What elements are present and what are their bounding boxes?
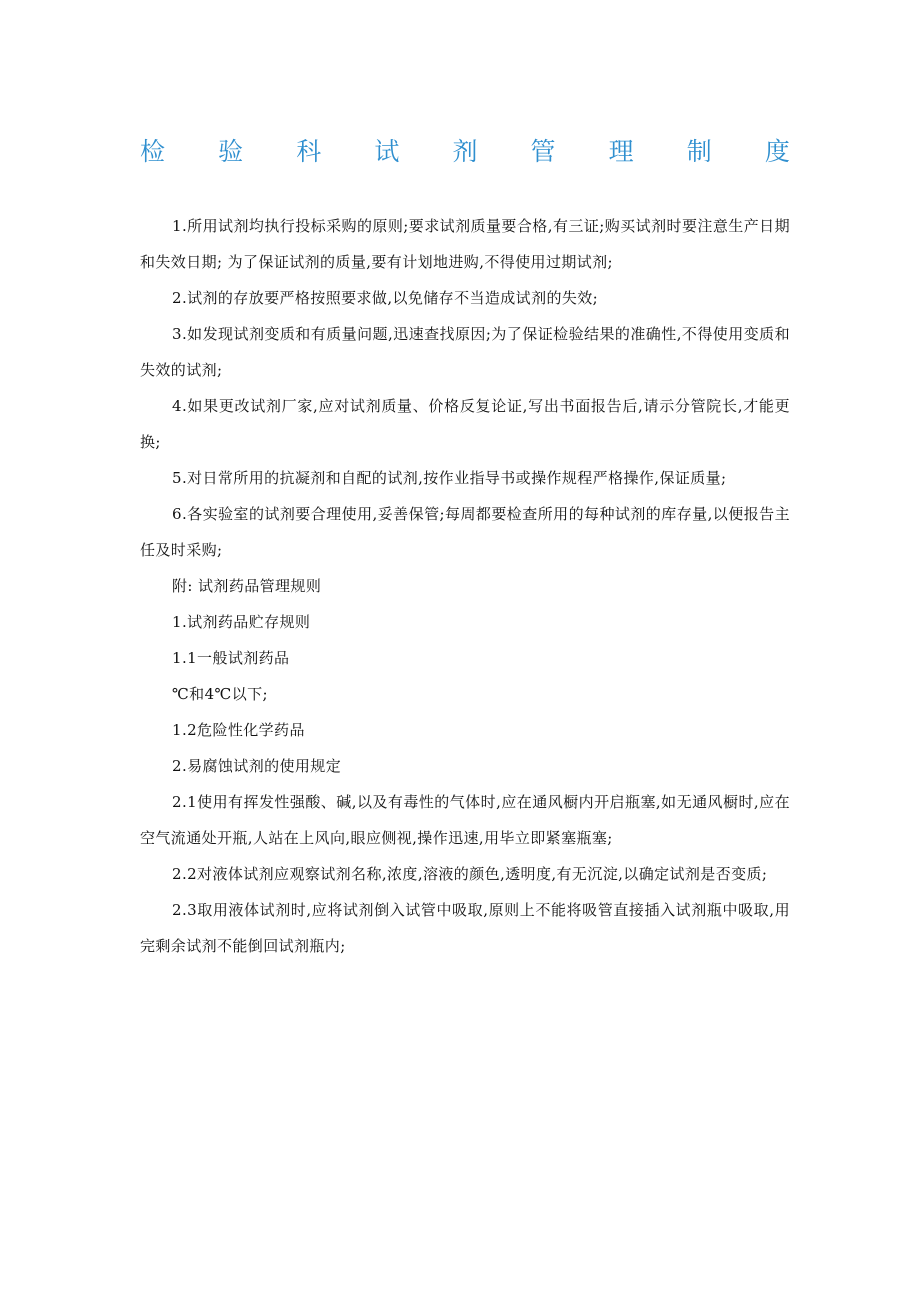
paragraph-rule-6: 6.各实验室的试剂要合理使用,妥善保管;每周都要检查所用的每种试剂的库存量,以便报告主任及时采购; — [140, 505, 790, 559]
title-char: 理 — [608, 137, 634, 166]
paragraph-rule-2-2: 2.2对液体试剂应观察试剂名称,浓度,溶液的颜色,透明度,有无沉淀,以确定试剂是否变质; — [172, 865, 768, 883]
title-char: 管 — [530, 137, 556, 166]
section-heading-corrosive: 2.易腐蚀试剂的使用规定 — [172, 757, 342, 775]
title-char: 科 — [296, 137, 322, 166]
paragraph-rule-3: 3.如发现试剂变质和有质量问题,迅速查找原因;为了保证检验结果的准确性,不得使用变质和失效的试剂; — [140, 325, 790, 379]
paragraph-rule-2-1: 2.1使用有挥发性强酸、碱,以及有毒性的气体时,应在通风橱内开启瓶塞,如无通风橱时,应在空气流通处开瓶,人站在上风向,眼应侧视,操作迅速,用毕立即紧塞瓶塞; — [140, 793, 790, 847]
paragraph-rule-4: 4.如果更改试剂厂家,应对试剂质量、价格反复论证,写出书面报告后,请示分管院长,才能更换; — [140, 397, 790, 451]
subsection-heading-general: 1.1一般试剂药品 — [172, 649, 290, 667]
title-char: 制 — [686, 137, 712, 166]
title-char: 试 — [374, 137, 400, 166]
paragraph-rule-2-3: 2.3取用液体试剂时,应将试剂倒入试管中吸取,原则上不能将吸管直接插入试剂瓶中吸取,用完剩余试剂不能倒回试剂瓶内; — [140, 901, 790, 955]
paragraph-rule-5: 5.对日常所用的抗凝剂和自配的试剂,按作业指导书或操作规程严格操作,保证质量; — [172, 469, 727, 487]
subsection-heading-hazardous: 1.2危险性化学药品 — [172, 721, 305, 739]
title-char: 剂 — [452, 137, 478, 166]
appendix-heading: 附: 试剂药品管理规则 — [172, 577, 322, 595]
section-heading-storage: 1.试剂药品贮存规则 — [172, 613, 311, 631]
paragraph-temperature: ℃和4℃以下; — [172, 685, 268, 703]
paragraph-rule-1: 1.所用试剂均执行投标采购的原则;要求试剂质量要合格,有三证;购买试剂时要注意生产日期和失效日期; 为了保证试剂的质量,要有计划地进购,不得使用过期试剂; — [140, 217, 790, 271]
title-char: 检 — [140, 137, 166, 166]
title-char: 度 — [764, 137, 790, 166]
document-body — [140, 208, 790, 964]
document-title — [140, 134, 790, 170]
paragraph-rule-2: 2.试剂的存放要严格按照要求做,以免储存不当造成试剂的失效; — [172, 289, 599, 307]
title-char: 验 — [218, 137, 244, 166]
